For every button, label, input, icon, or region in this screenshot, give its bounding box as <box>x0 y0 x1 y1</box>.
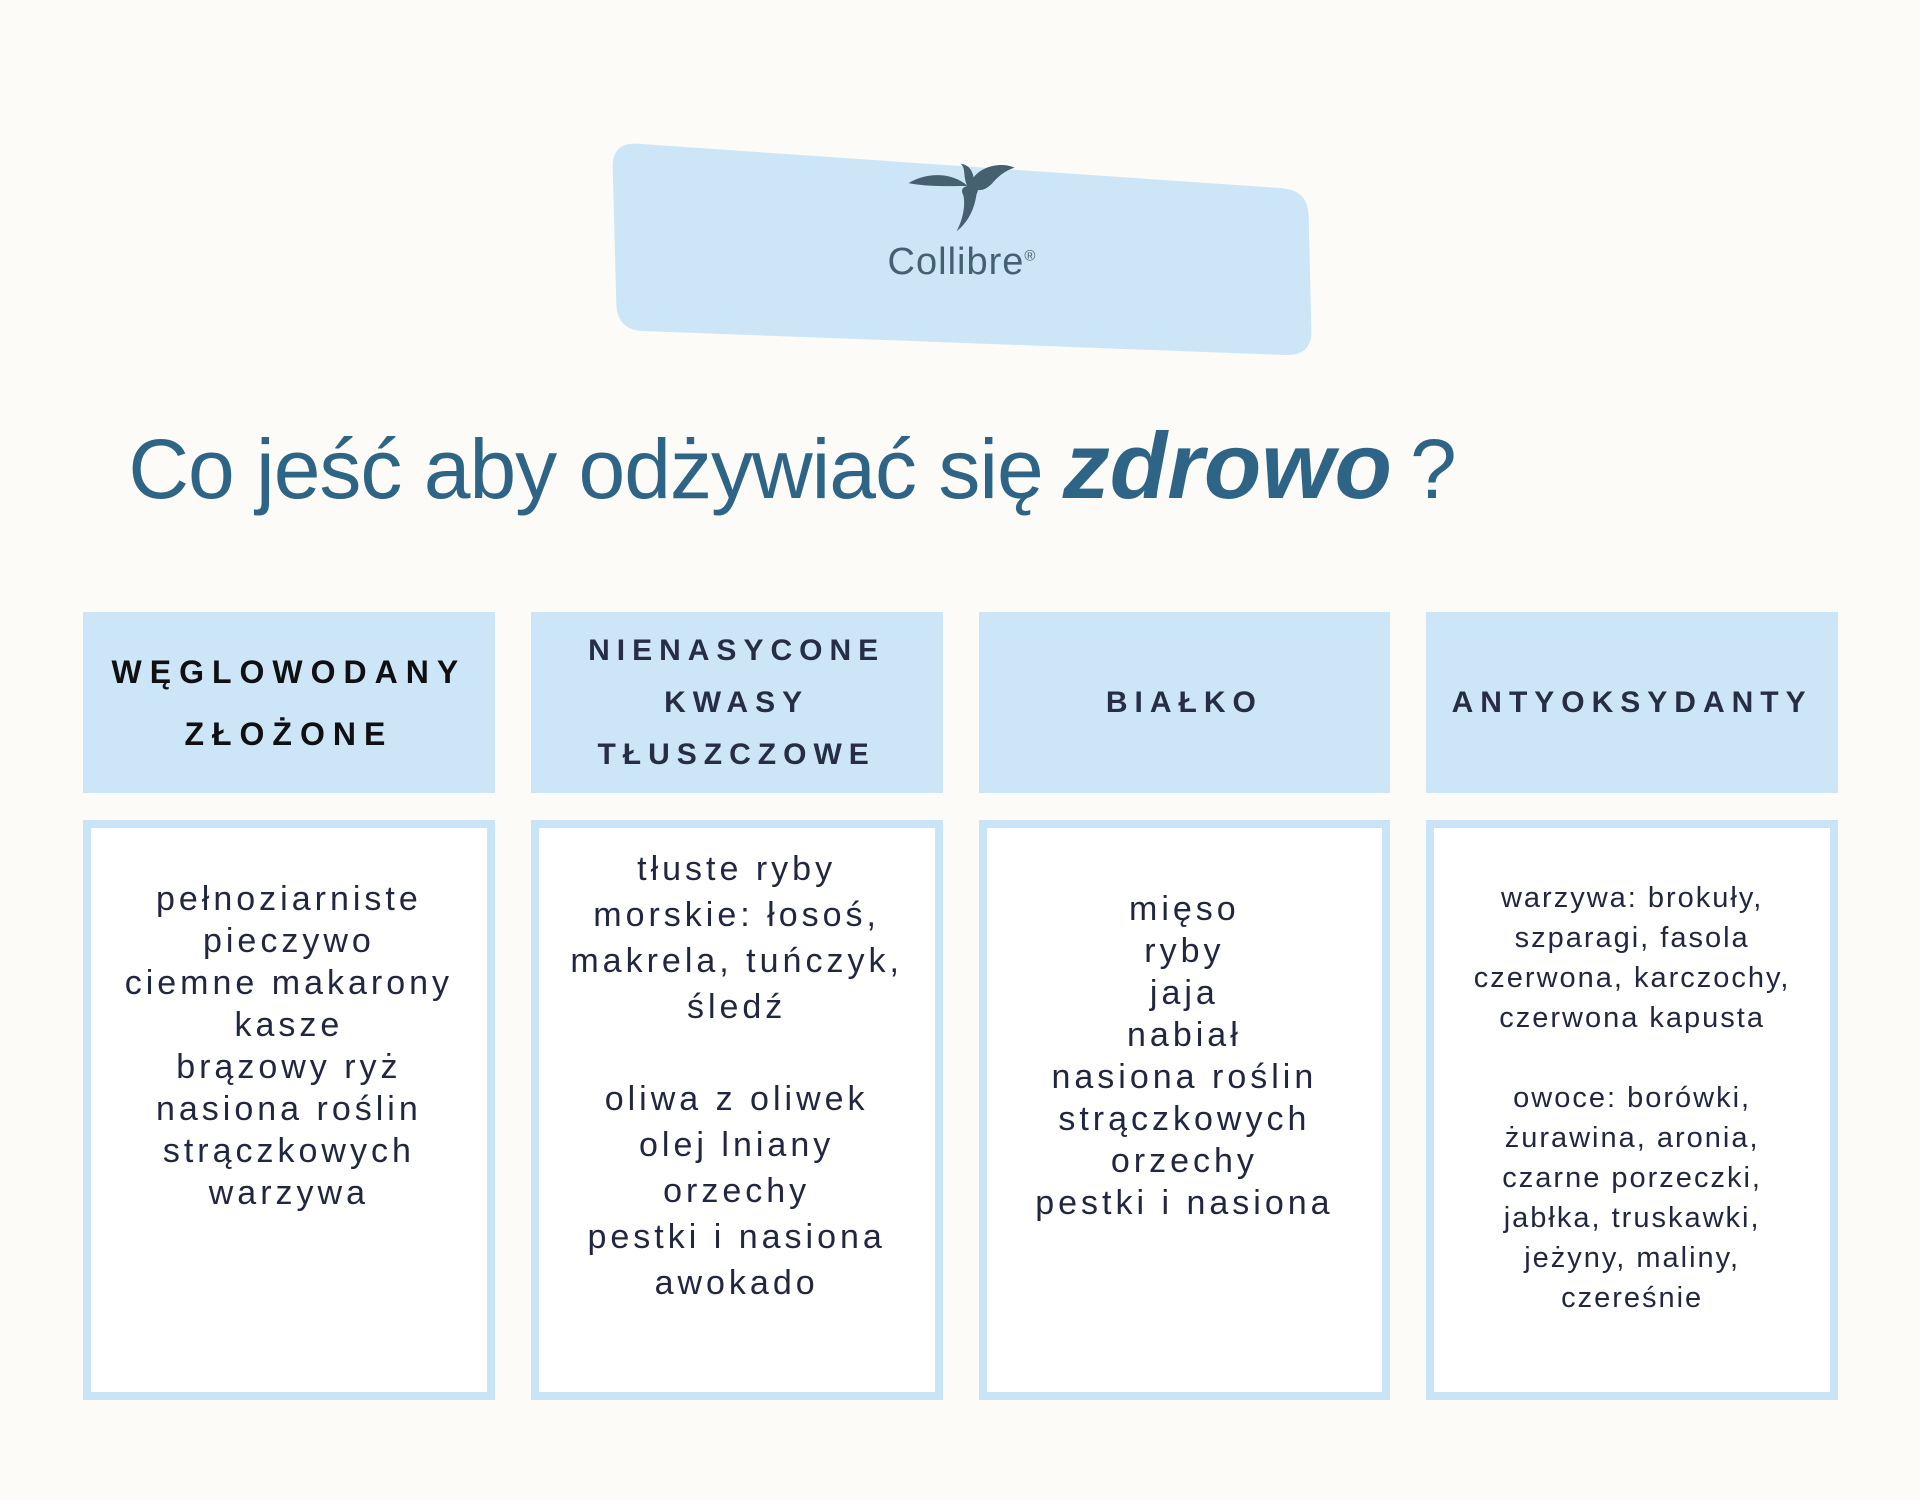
column-content-line: czerwona kapusta <box>1499 1002 1765 1034</box>
column <box>531 612 943 1400</box>
column-content <box>83 820 495 1400</box>
column-content-line: pestki i nasiona <box>587 1218 886 1256</box>
column-content-line: owoce: borówki, <box>1513 1082 1752 1114</box>
column-header-line: ZŁOŻONE <box>184 715 394 752</box>
column-content-line: strączkowych <box>162 1132 415 1170</box>
column-content-line: jabłka, truskawki, <box>1503 1202 1761 1234</box>
column <box>979 612 1391 1400</box>
column-content-line: żurawina, aronia, <box>1504 1122 1760 1154</box>
column <box>1426 612 1838 1400</box>
registered-mark: ® <box>1024 247 1037 265</box>
column-content-line: strączkowych <box>1058 1100 1311 1138</box>
column-header-line: WĘGLOWODANY <box>111 653 467 690</box>
column-header-line: NIENASYCONE <box>588 633 886 667</box>
column-content-line: jeżyny, maliny, <box>1524 1242 1741 1274</box>
column-header <box>83 612 495 793</box>
column-content-line: makrela, tuńczyk, <box>570 942 903 980</box>
column-content-line: czarne porzeczki, <box>1502 1162 1762 1194</box>
column-content-line: olej lniany <box>639 1126 835 1164</box>
column-header <box>1426 612 1838 793</box>
column-content <box>531 820 943 1400</box>
column-content-line <box>545 1030 929 1076</box>
column-content-line: morskie: łosoś, <box>593 896 880 934</box>
column-content-line: ciemne makarony <box>124 964 454 1002</box>
column-content-line: pestki i nasiona <box>1035 1184 1334 1222</box>
column-content-line: czerwona, karczochy, <box>1473 962 1791 994</box>
column-content-line: warzywa <box>208 1174 369 1212</box>
column-content <box>1426 820 1838 1400</box>
column-content-line: pełnoziarniste <box>155 880 422 918</box>
logo <box>812 158 1112 284</box>
page-title <box>92 410 1492 523</box>
column-content-line: mięso <box>1129 890 1240 928</box>
column-header-line: BIAŁKO <box>1105 685 1263 719</box>
column-content-line: oliwa z oliwek <box>604 1080 869 1118</box>
column-content-line: nasiona roślin <box>155 1090 422 1128</box>
brand-text: Collibre <box>887 241 1025 283</box>
columns <box>83 612 1838 1400</box>
title-prefix: Co jeść aby odżywiać się <box>128 422 1043 516</box>
column-header-line: TŁUSZCZOWE <box>597 737 876 771</box>
column-content-line: ryby <box>1144 932 1225 970</box>
column-header <box>531 612 943 793</box>
column-content-line: nabiał <box>1127 1016 1242 1054</box>
column-content-line: pieczywo <box>202 922 375 960</box>
column-content-line: jaja <box>1149 974 1219 1012</box>
title-highlight: zdrowo <box>1062 413 1392 518</box>
column-content-line: kasze <box>234 1006 344 1044</box>
column-content-line: tłuste ryby <box>637 850 837 888</box>
brand-name <box>888 242 1037 284</box>
column-content <box>979 820 1391 1400</box>
column-content-line: śledź <box>686 988 787 1026</box>
column <box>83 612 495 1400</box>
column-content-line: orzechy <box>1110 1142 1258 1180</box>
column-content-line: orzechy <box>663 1172 811 1210</box>
column-content-line: czereśnie <box>1561 1282 1704 1314</box>
column-header-line: KWASY <box>664 685 810 719</box>
column-header-line: ANTYOKSYDANTY <box>1451 685 1813 719</box>
column-header <box>979 612 1391 793</box>
column-content-line <box>1440 1038 1824 1078</box>
hummingbird-icon <box>906 158 1018 240</box>
column-content-line: brązowy ryż <box>176 1048 402 1086</box>
title-question-mark: ? <box>1409 422 1456 516</box>
column-content-line: warzywa: brokuły, <box>1500 882 1764 914</box>
column-content-line: szparagi, fasola <box>1514 922 1750 954</box>
column-content-line: awokado <box>654 1264 819 1302</box>
column-content-line: nasiona roślin <box>1051 1058 1318 1096</box>
